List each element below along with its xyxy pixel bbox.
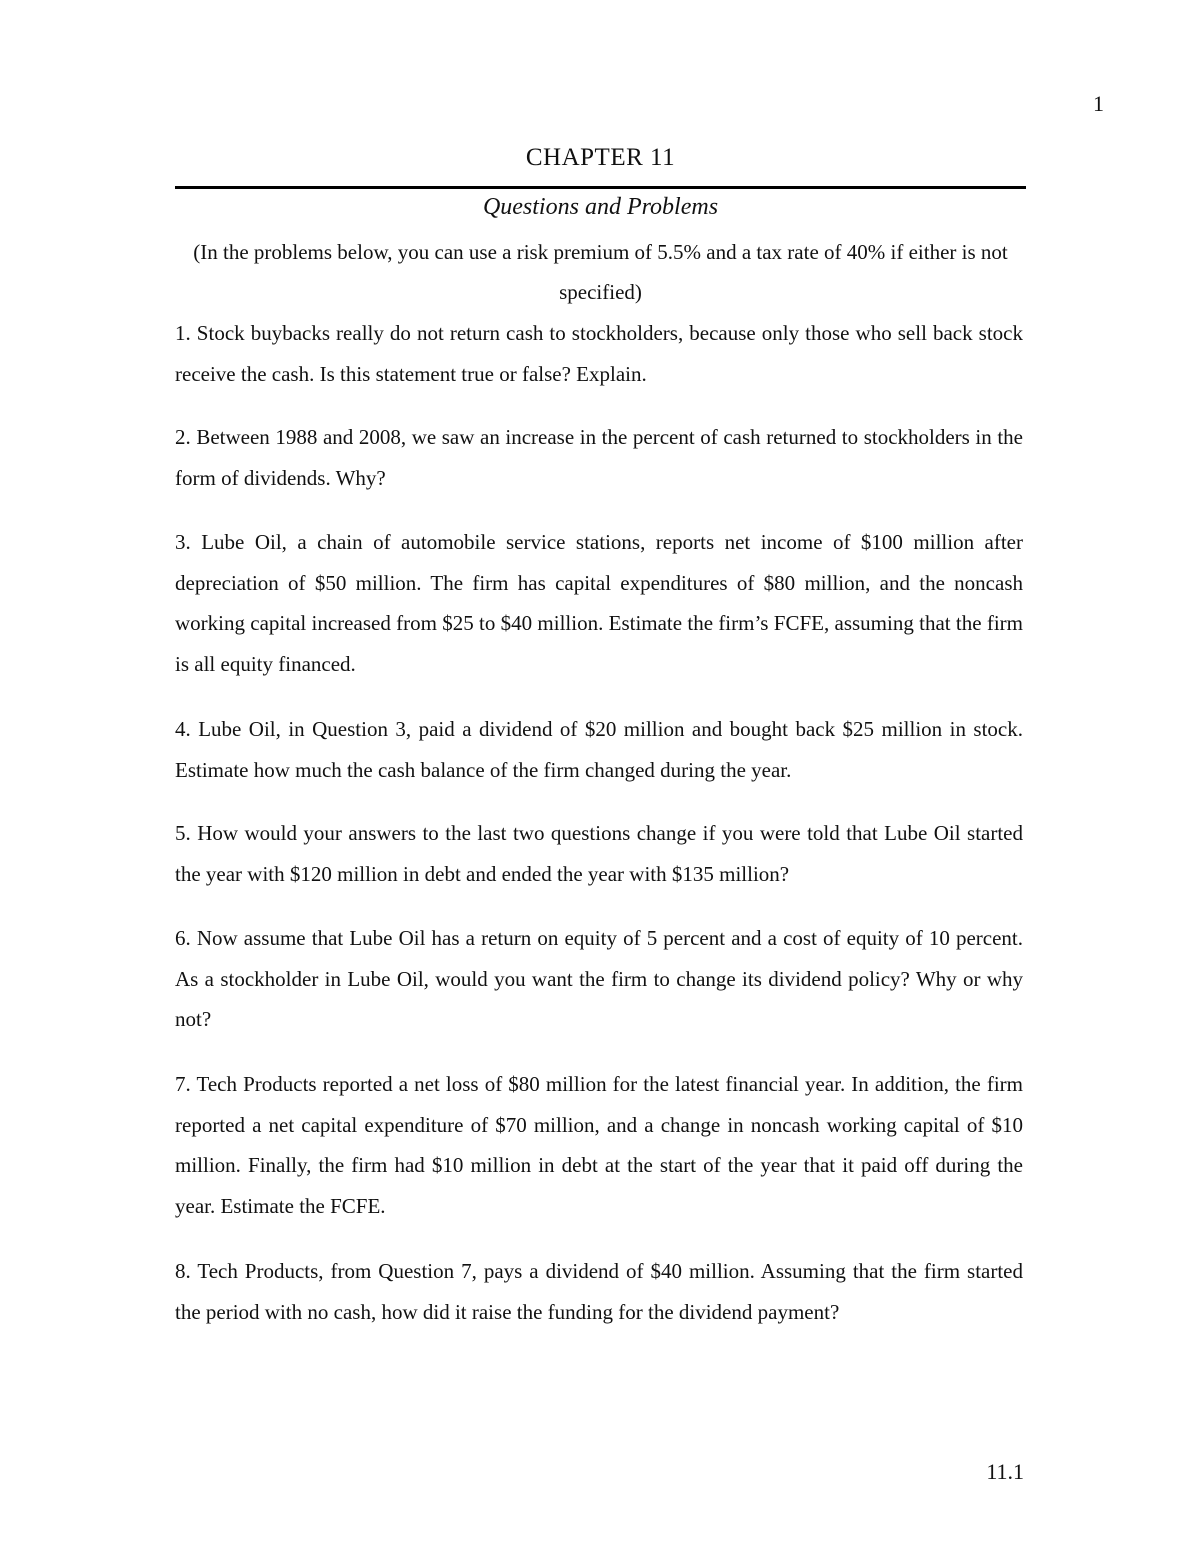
question-8: 8. Tech Products, from Question 7, pays a dividend of $40 million. Assuming that the firm started the period with no cash, how did it raise the funding for the dividend payment? bbox=[175, 1259, 1023, 1324]
question-3: 3. Lube Oil, a chain of automobile service stations, reports net income of $100 million after depreciation of $50 million. The firm has capital expenditures of $80 million, and the noncash working capital increased from $25 to $40 million. Estimate the firm’s FCFE, assuming that the firm is all equity financed. bbox=[175, 530, 1023, 676]
question-2: 2. Between 1988 and 2008, we saw an increase in the percent of cash returned to stockholders in the form of dividends. Why? bbox=[175, 425, 1023, 490]
title-divider bbox=[175, 186, 1026, 189]
instructions-note: (In the problems below, you can use a risk premium of 5.5% and a tax rate of 40% if either is not specified) bbox=[193, 240, 1008, 304]
question-5: 5. How would your answers to the last two questions change if you were told that Lube Oil started the year with $120 million in debt and ended the year with $135 million? bbox=[175, 821, 1023, 886]
section-title: Questions and Problems bbox=[482, 194, 719, 220]
question-1: 1. Stock buybacks really do not return cash to stockholders, because only those who sell back stock receive the cash. Is this statement true or false? Explain. bbox=[175, 321, 1023, 386]
page-footer-number: 11.1 bbox=[986, 1459, 1024, 1484]
question-4: 4. Lube Oil, in Question 3, paid a dividend of $20 million and bought back $25 million in stock. Estimate how much the cash balance of the firm changed during the year. bbox=[175, 717, 1023, 782]
question-6: 6. Now assume that Lube Oil has a return on equity of 5 percent and a cost of equity of 10 percent. As a stockholder in Lube Oil, would you want the firm to change its dividend policy? Why or why not? bbox=[175, 926, 1023, 1031]
question-7: 7. Tech Products reported a net loss of $80 million for the latest financial year. In addition, the firm reported a net capital expenditure of $70 million, and a change in noncash working capital of $10 million. Finally, the firm had $10 million in debt at the start of the year that it paid off during the year. Estimate the FCFE. bbox=[175, 1072, 1023, 1218]
chapter-title: CHAPTER 11 bbox=[525, 144, 676, 171]
page-number: 1 bbox=[1093, 91, 1104, 116]
